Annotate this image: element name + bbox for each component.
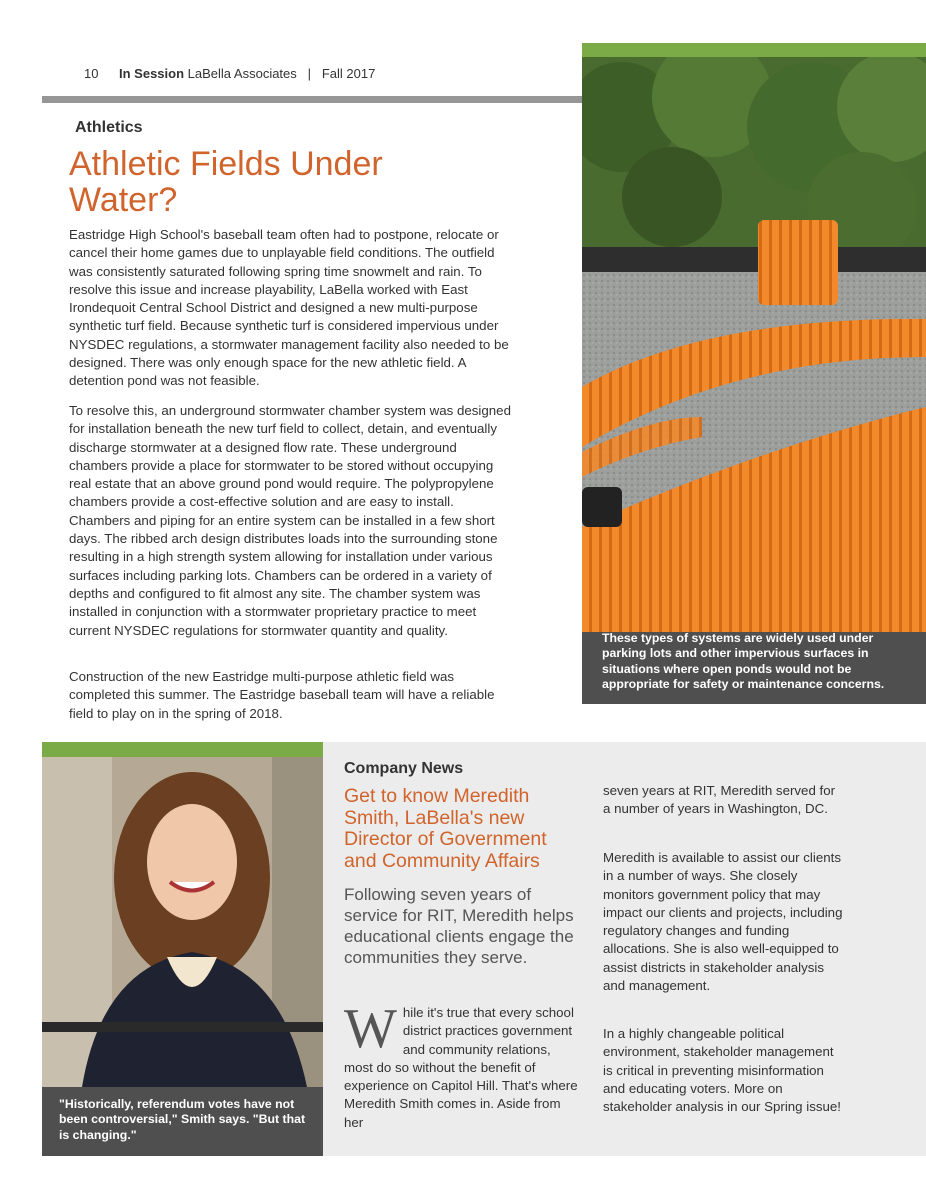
news-intro: Following seven years of service for RIT, Meredith helps educational clients engage the communities they serve. — [344, 885, 574, 967]
news-paragraph — [344, 998, 580, 1132]
photo-accent-bar — [582, 43, 926, 57]
meredith-smith-portrait — [42, 757, 323, 1087]
header-rule — [42, 96, 582, 103]
news-section-label: Company News — [344, 760, 464, 777]
drop-cap: W — [344, 998, 397, 1060]
photo-illustration — [582, 57, 926, 632]
stormwater-chambers-photo — [582, 57, 926, 632]
article-paragraph: Construction of the new Eastridge multi-purpose athletic field was completed this summer. The Eastridge baseball team will have a reliable field to play on in the spring of 2018. — [69, 669, 495, 721]
section-label: Athletics — [75, 119, 143, 136]
portrait-accent-bar — [42, 742, 323, 757]
news-title: Get to know Meredith Smith, LaBella's new Director of Government and Community Affairs — [344, 785, 547, 872]
page-number: 10 — [84, 66, 99, 81]
news-paragraph-text: hile it's true that every school district practices government and community relations, most do so without the benefit of experience on Capitol Hill. That's where Meredith Smith comes in. Aside from her — [344, 1005, 578, 1130]
publication-name: In Session — [119, 66, 185, 81]
running-header — [119, 66, 375, 81]
portrait-illustration — [42, 757, 323, 1087]
news-paragraph: In a highly changeable political environment, stakeholder management is critical in preventing misinformation and educating voters. More on stakeholder analysis in our Spring issue! — [603, 1026, 841, 1115]
article-title: Athletic Fields Under Water? — [69, 145, 383, 219]
publisher-issue: LaBella Associates | Fall 2017 — [187, 66, 376, 81]
photo-caption: These types of systems are widely used under parking lots and other impervious surfaces in situations where open ponds would not be appropriate for safety or maintenance concerns. — [602, 631, 885, 692]
portrait-caption: "Historically, referendum votes have not been controversial," Smith says. "But that is changing." — [59, 1097, 306, 1142]
article-paragraph: To resolve this, an underground stormwater chamber system was designed for installation beneath the new turf field to collect, detain, and eventually discharge stormwater at a designed flow rate. These underground chambers provide a place for stormwater to be stored without occupying real estate that an above ground pond would require. The polypropylene chambers provide a cost-effective solution and are easy to install. Chambers and piping for an entire system can be installed in a few short days. The ribbed arch design distributes loads into the surrounding stone resulting in a high strength system allowing for installation under various surfaces including parking lots. Chambers can be ordered in a variety of depths and configured to fit almost any site. The chamber system was installed in conjunction with a stormwater proprietary practice to meet current NYSDEC regulations for stormwater quantity and quality. — [69, 403, 511, 638]
news-paragraph: Meredith is available to assist our clients in a number of ways. She closely monitors government policy that may impact our clients and projects, including regulatory changes and funding allocations. She is also well-equipped to assist districts in stakeholder analysis and management. — [603, 850, 843, 994]
news-paragraph: seven years at RIT, Meredith served for a number of years in Washington, DC. — [603, 783, 836, 817]
article-paragraph: Eastridge High School's baseball team often had to postpone, relocate or cancel their home games due to unplayable field conditions. The outfield was consistently saturated following spring time snowmelt and rain. To resolve this issue and increase playability, LaBella worked with East Irondequoit Central School District and designed a new multi-purpose synthetic turf field. Because synthetic turf is considered impervious under NYSDEC regulations, a stormwater management facility also needed to be designed. There was only enough space for the new athletic field. A detention pond was not feasible. — [69, 227, 509, 389]
